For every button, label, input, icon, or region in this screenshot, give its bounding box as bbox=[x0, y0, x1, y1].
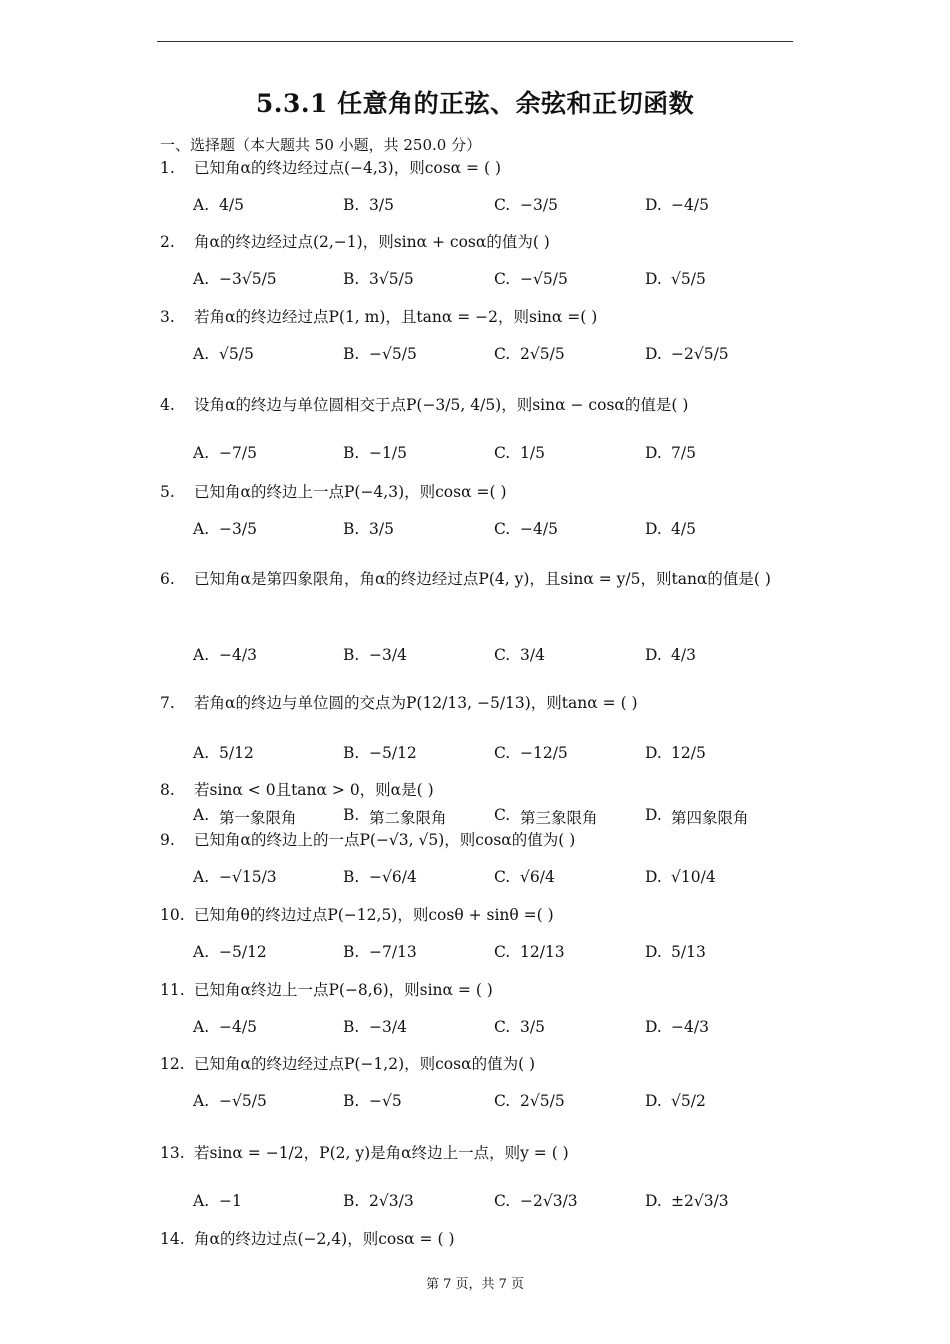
question-number: 5. bbox=[160, 483, 175, 501]
option-a[interactable]: A. 第一象限角 bbox=[193, 806, 297, 827]
options-q2 bbox=[193, 264, 793, 304]
option-b[interactable]: B. −3/4 bbox=[343, 1018, 407, 1036]
option-b[interactable]: B. −1/5 bbox=[343, 444, 407, 462]
option-b[interactable]: B. −√5 bbox=[343, 1092, 402, 1110]
question-number: 11. bbox=[160, 981, 185, 999]
option-d[interactable]: D. 4/5 bbox=[645, 520, 696, 538]
option-c[interactable]: C. 12/13 bbox=[494, 943, 565, 961]
page-footer: 第 7 页，共 7 页 bbox=[425, 1277, 525, 1292]
options-q6 bbox=[193, 640, 793, 680]
option-b[interactable]: B. −√6/4 bbox=[343, 868, 417, 886]
question-stem: 已知角α终边上一点P(−8,6)，则sinα = ( ) bbox=[194, 981, 493, 999]
question-stem: 已知角α的终边上的一点P(−√3, √5)，则cosα的值为( ) bbox=[194, 831, 576, 849]
option-c[interactable]: C. −4/5 bbox=[494, 520, 558, 538]
option-d[interactable]: D. 12/5 bbox=[645, 744, 706, 762]
option-d[interactable]: D. √10/4 bbox=[645, 868, 716, 886]
question-stem: 角α的终边过点(−2,4)，则cosα = ( ) bbox=[194, 1230, 455, 1248]
option-b[interactable]: B. 3√5/5 bbox=[343, 270, 414, 288]
question-stem: 已知角θ的终边过点P(−12,5)，则cosθ + sinθ =( ) bbox=[194, 906, 554, 924]
option-d[interactable]: D. ±2√3/3 bbox=[645, 1192, 729, 1210]
option-a[interactable]: A. 4/5 bbox=[193, 196, 244, 214]
option-d[interactable]: D. 7/5 bbox=[645, 444, 696, 462]
question-number: 8. bbox=[160, 781, 175, 799]
question-stem: 若sinα = −1/2，P(2, y)是角α终边上一点，则y = ( ) bbox=[194, 1144, 569, 1162]
options-q13 bbox=[193, 1186, 793, 1226]
options-q5 bbox=[193, 514, 793, 554]
question-number: 4. bbox=[160, 396, 175, 414]
option-c[interactable]: C. 2√5/5 bbox=[494, 345, 565, 363]
option-b[interactable]: B. −√5/5 bbox=[343, 345, 417, 363]
option-a[interactable]: A. −7/5 bbox=[193, 444, 257, 462]
option-b[interactable]: B. −7/13 bbox=[343, 943, 417, 961]
option-d[interactable]: D. 第四象限角 bbox=[645, 806, 749, 827]
option-d[interactable]: D. √5/5 bbox=[645, 270, 706, 288]
option-b[interactable]: B. 第二象限角 bbox=[343, 806, 447, 827]
option-d[interactable]: D. −2√5/5 bbox=[645, 345, 729, 363]
question-number: 14. bbox=[160, 1230, 185, 1248]
option-c[interactable]: C. √6/4 bbox=[494, 868, 555, 886]
header-rule bbox=[157, 41, 793, 42]
option-a[interactable]: A. −√5/5 bbox=[193, 1092, 267, 1110]
question-stem: 若角α的终边经过点P(1, m)，且tanα = −2，则sinα =( ) bbox=[194, 308, 598, 326]
option-b[interactable]: B. −5/12 bbox=[343, 744, 417, 762]
question-number: 2. bbox=[160, 233, 175, 251]
question-stem: 已知角α的终边经过点P(−1,2)，则cosα的值为( ) bbox=[194, 1055, 536, 1073]
option-a[interactable]: A. 5/12 bbox=[193, 744, 254, 762]
question-stem: 若角α的终边与单位圆的交点为P(12/13, −5/13)，则tanα = ( ) bbox=[194, 694, 638, 712]
section-heading: 一、选择题（本大题共 50 小题，共 250.0 分） bbox=[160, 136, 482, 154]
options-q3 bbox=[193, 339, 793, 379]
option-b[interactable]: B. 2√3/3 bbox=[343, 1192, 414, 1210]
option-c[interactable]: C. 2√5/5 bbox=[494, 1092, 565, 1110]
option-d[interactable]: D. √5/2 bbox=[645, 1092, 706, 1110]
option-c[interactable]: C. 3/5 bbox=[494, 1018, 545, 1036]
question-number: 1. bbox=[160, 159, 175, 177]
question-stem: 已知角α的终边经过点(−4,3)，则cosα = ( ) bbox=[194, 159, 501, 177]
option-b[interactable]: B. −3/4 bbox=[343, 646, 407, 664]
option-a[interactable]: A. −4/5 bbox=[193, 1018, 257, 1036]
options-q10 bbox=[193, 937, 793, 977]
option-a[interactable]: A. −3/5 bbox=[193, 520, 257, 538]
option-a[interactable]: A. −√15/3 bbox=[193, 868, 277, 886]
options-q11 bbox=[193, 1012, 793, 1052]
option-d[interactable]: D. 4/3 bbox=[645, 646, 696, 664]
question-stem: 已知角α是第四象限角，角α的终边经过点P(4, y)，且sinα = y/5，则tanα的值是( ) bbox=[194, 570, 771, 588]
option-c[interactable]: C. −2√3/3 bbox=[494, 1192, 578, 1210]
question-number: 3. bbox=[160, 308, 175, 326]
question-stem: 若sinα < 0且tanα > 0，则α是( ) bbox=[194, 781, 434, 799]
option-c[interactable]: C. −12/5 bbox=[494, 744, 568, 762]
question-stem: 已知角α的终边上一点P(−4,3)，则cosα =( ) bbox=[194, 483, 507, 501]
option-a[interactable]: A. −5/12 bbox=[193, 943, 267, 961]
option-c[interactable]: C. 1/5 bbox=[494, 444, 545, 462]
question-stem: 角α的终边经过点(2,−1)，则sinα + cosα的值为( ) bbox=[194, 233, 550, 251]
options-q1 bbox=[193, 190, 793, 230]
option-c[interactable]: C. −3/5 bbox=[494, 196, 558, 214]
options-q7 bbox=[193, 738, 793, 778]
option-b[interactable]: B. 3/5 bbox=[343, 520, 394, 538]
page-title: 5.3.1 任意角的正弦、余弦和正切函数 bbox=[255, 89, 695, 118]
options-q4 bbox=[193, 438, 793, 478]
option-a[interactable]: A. −1 bbox=[193, 1192, 242, 1210]
options-q12 bbox=[193, 1086, 793, 1126]
question-number: 13. bbox=[160, 1144, 185, 1162]
question-number: 6. bbox=[160, 570, 175, 588]
question-number: 12. bbox=[160, 1055, 185, 1073]
option-d[interactable]: D. −4/5 bbox=[645, 196, 709, 214]
question-number: 7. bbox=[160, 694, 175, 712]
question-number: 10. bbox=[160, 906, 185, 924]
option-a[interactable]: A. −4/3 bbox=[193, 646, 257, 664]
option-c[interactable]: C. 第三象限角 bbox=[494, 806, 598, 827]
option-a[interactable]: A. √5/5 bbox=[193, 345, 254, 363]
option-d[interactable]: D. 5/13 bbox=[645, 943, 706, 961]
option-d[interactable]: D. −4/3 bbox=[645, 1018, 709, 1036]
question-stem: 设角α的终边与单位圆相交于点P(−3/5, 4/5)，则sinα − cosα的值是( ) bbox=[194, 396, 689, 414]
option-b[interactable]: B. 3/5 bbox=[343, 196, 394, 214]
option-a[interactable]: A. −3√5/5 bbox=[193, 270, 277, 288]
option-c[interactable]: C. 3/4 bbox=[494, 646, 545, 664]
option-c[interactable]: C. −√5/5 bbox=[494, 270, 568, 288]
question-number: 9. bbox=[160, 831, 175, 849]
options-q9 bbox=[193, 862, 793, 902]
